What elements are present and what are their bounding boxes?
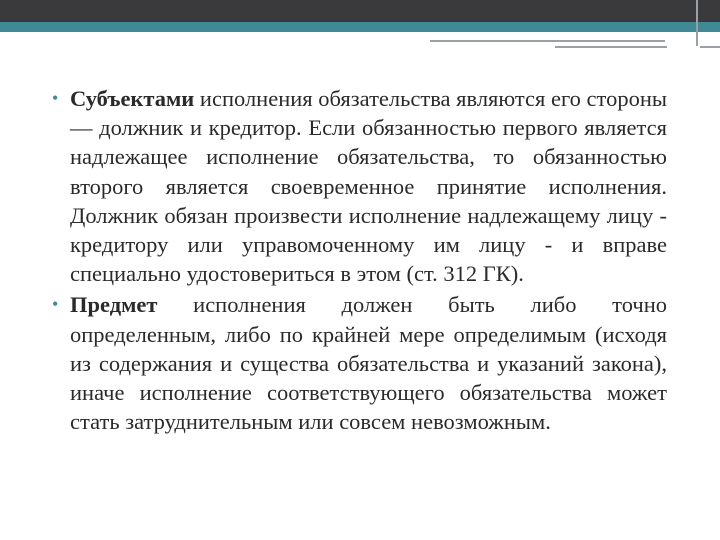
decorative-line (700, 46, 720, 48)
accent-stripe (0, 22, 720, 32)
bullet-icon: • (52, 294, 59, 315)
bullet-paragraph-subjects (52, 84, 667, 288)
bullet-icon: • (52, 88, 59, 108)
term-subjects: Субъектами (70, 86, 195, 111)
slide-top-bar (0, 0, 720, 22)
decorative-line (555, 46, 667, 48)
paragraph-text: исполнения должен быть либо точно определенным, либо по крайней мере определимым (исходя из содержания и существа обязательства и указаний закона), иначе исполнение соответствующего обязательства может стать затруднительным или совсем невозможным. (70, 292, 667, 435)
decorative-line (430, 40, 665, 42)
slide-body (52, 84, 667, 438)
bullet-paragraph-subject-matter (52, 290, 667, 436)
paragraph-text: исполнения обязательства являются его стороны — должник и кредитор. Если обязанностью первого является надлежащее исполнение обязательства, то обязанностью второго является своевременное принятие исполнения. Должник обязан произвести исполнение надлежащему лицу - кредитору или управомоченному им лицу - и вправе специально удостовериться в этом (ст. 312 ГК). (70, 86, 667, 287)
decorative-divider (696, 0, 698, 46)
term-subject-matter: Предмет (70, 292, 158, 318)
